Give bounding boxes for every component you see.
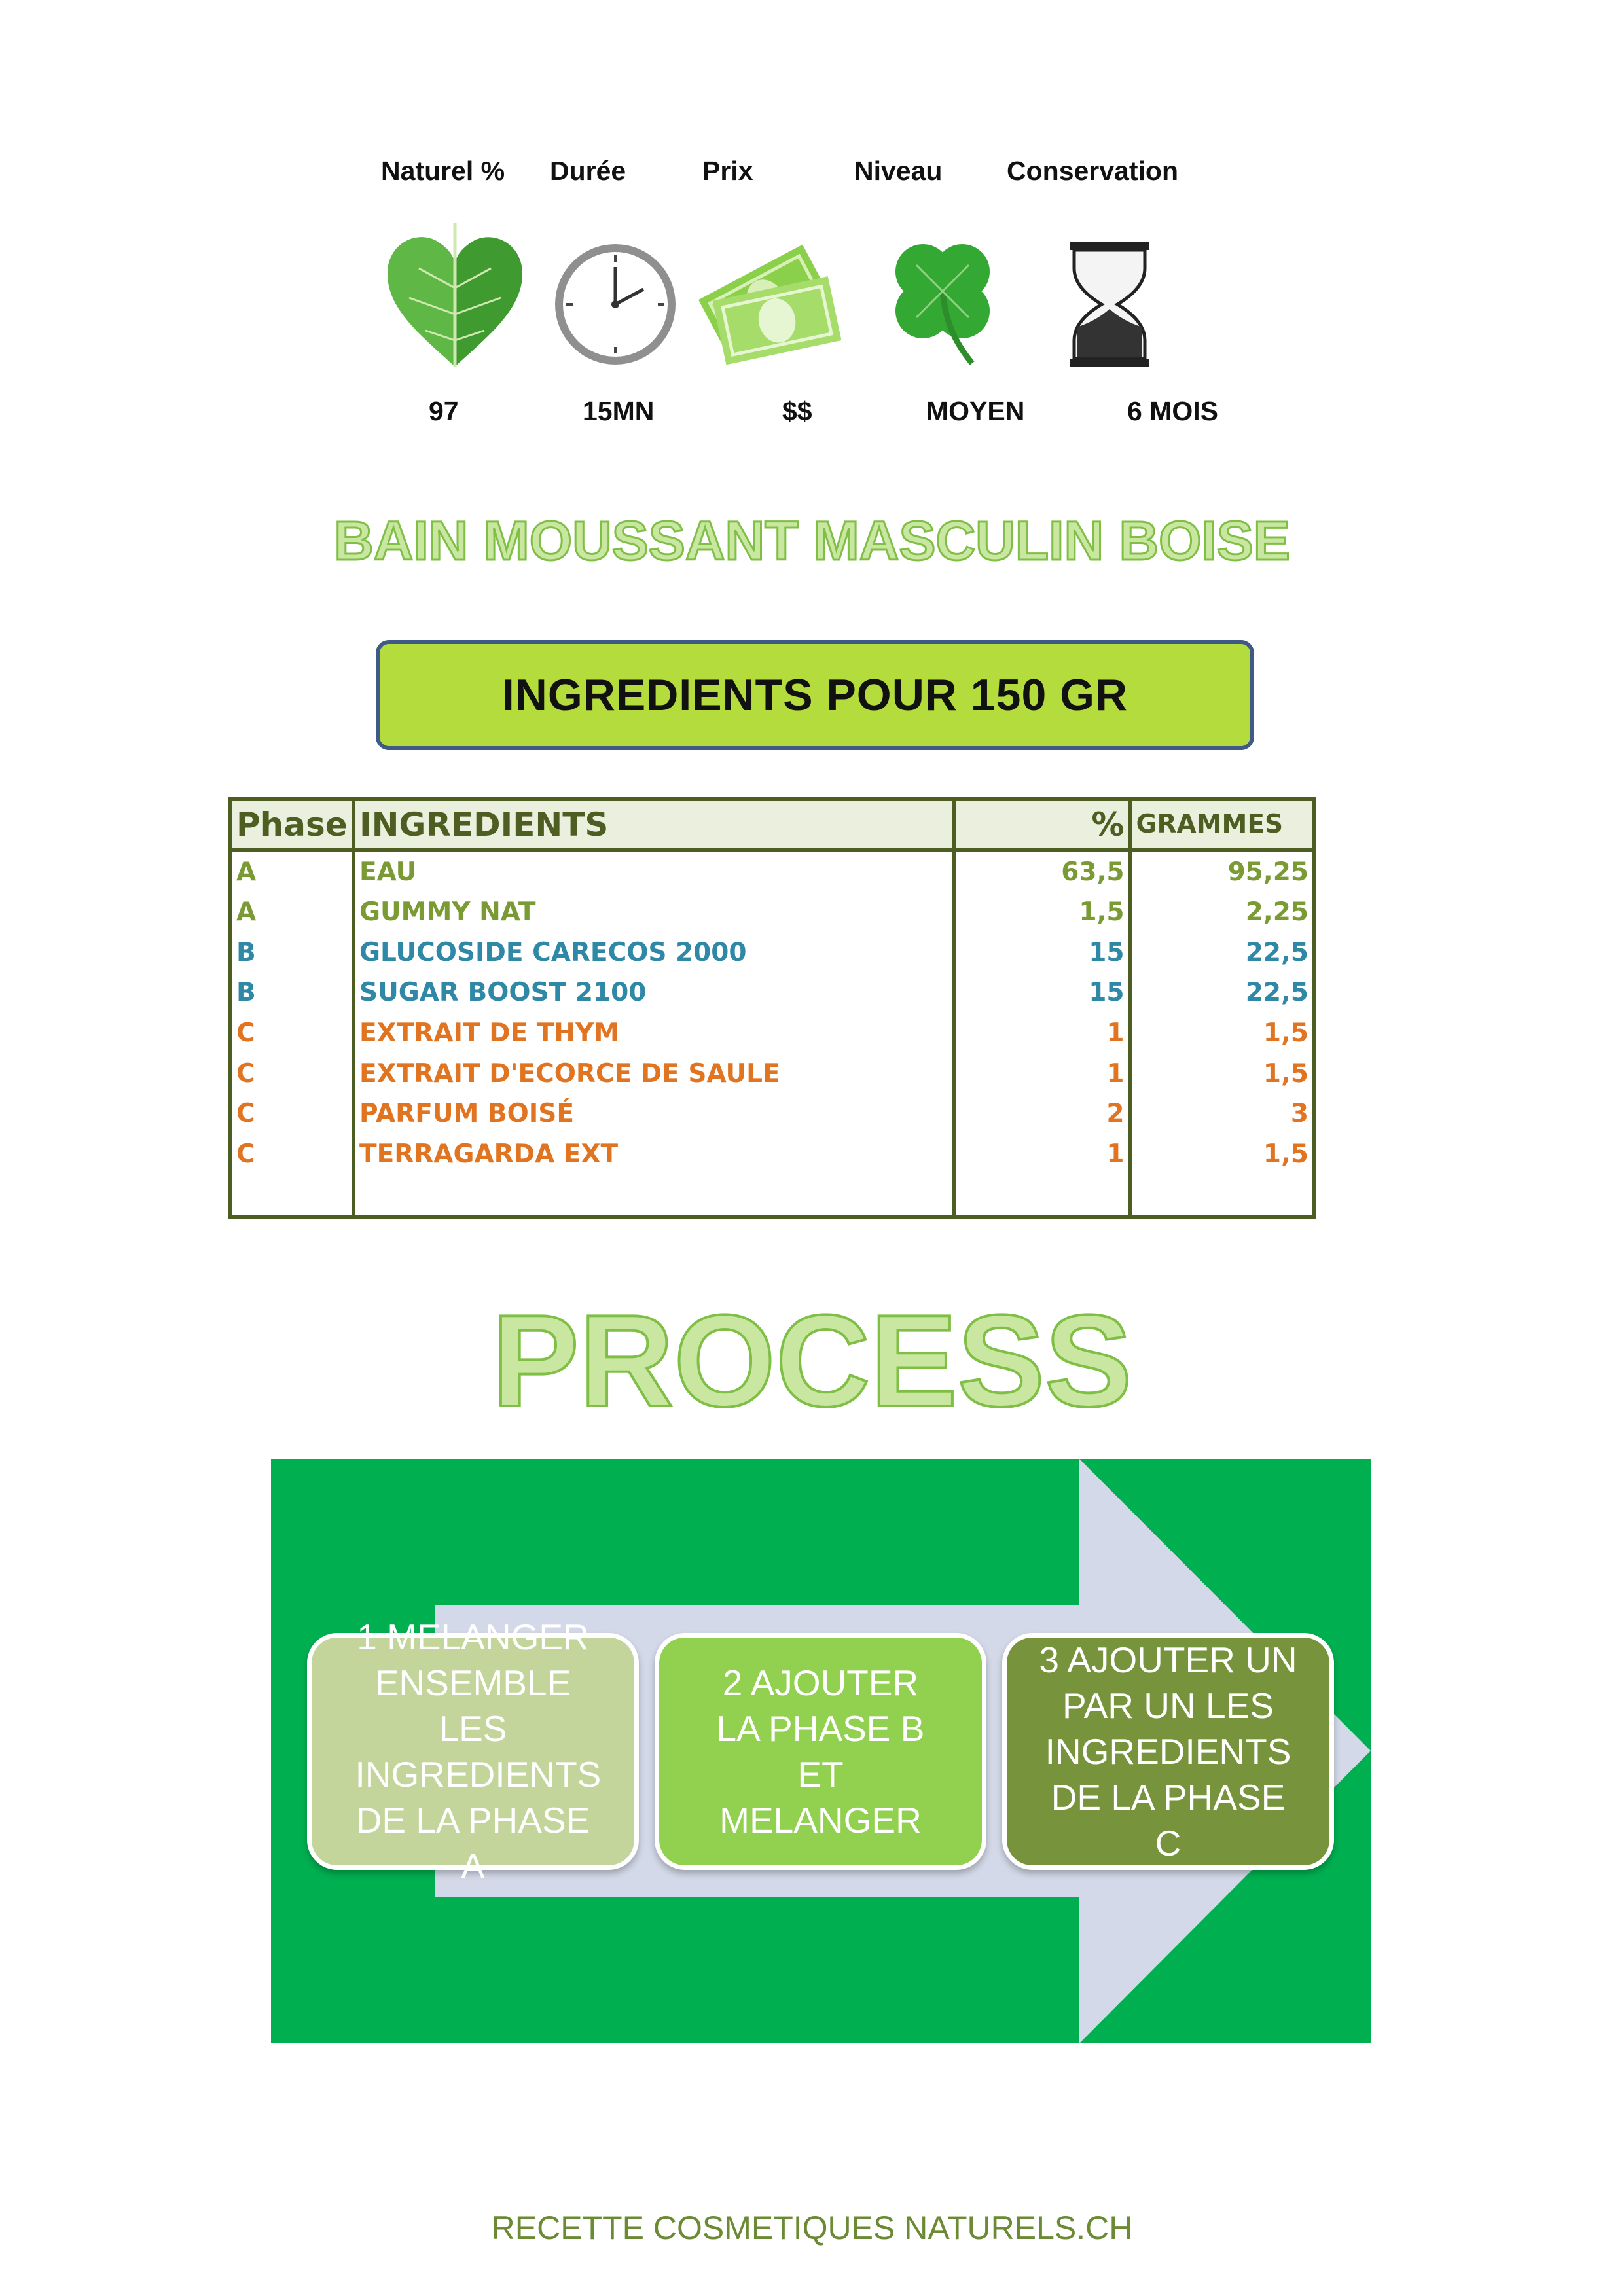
table-row [230,973,1314,1014]
clock-icon [540,216,691,373]
table-header-row [230,799,1314,850]
cell-grams: 95,25 [1130,850,1315,893]
cell-grams: 22,5 [1130,933,1315,973]
cell-ingredient: TERRAGARDA EXT [353,1134,954,1175]
value-prix: $$ [782,396,812,426]
cell-grams: 1,5 [1130,1134,1315,1175]
cell-ingredient: EXTRAIT DE THYM [353,1013,954,1054]
header-grammes: GRAMMES [1130,799,1315,850]
cell-phase: A [230,850,353,893]
cell-phase: C [230,1134,353,1175]
leaf-heart-icon [380,216,530,373]
process-step-3 [1002,1633,1334,1870]
table-row [230,1054,1314,1094]
value-naturel: 97 [429,396,459,426]
cell-grams: 2,25 [1130,893,1315,933]
cell-grams: 22,5 [1130,973,1315,1014]
recipe-title: BAIN MOUSSANT MASCULIN BOISE [334,510,1290,571]
cell-ingredient: EXTRAIT D'ECORCE DE SAULE [353,1054,954,1094]
cell-grams: 3 [1130,1094,1315,1134]
cell-percent: 1 [954,1013,1130,1054]
table-row [230,850,1314,893]
process-step-2-text: 2 AJOUTER LA PHASE B ET MELANGER [716,1662,925,1840]
cell-phase: B [230,933,353,973]
header-phase: Phase [230,799,353,850]
cell-phase: B [230,973,353,1014]
cell-phase: C [230,1054,353,1094]
money-icon [691,216,841,373]
process-step-1 [307,1617,639,1886]
cell-phase: A [230,893,353,933]
header-ingredients: INGREDIENTS [353,799,954,850]
table-row-empty [230,1174,1314,1217]
label-duree: Durée [550,156,626,186]
cell-phase: C [230,1094,353,1134]
cell-ingredient: PARFUM BOISÉ [353,1094,954,1134]
process-step-2 [655,1633,986,1870]
cell-percent: 1 [954,1054,1130,1094]
cell-ingredient: EAU [353,850,954,893]
cell-percent: 15 [954,933,1130,973]
label-niveau: Niveau [854,156,943,186]
label-prix: Prix [702,156,753,186]
cell-percent: 15 [954,973,1130,1014]
table-row [230,1013,1314,1054]
label-conservation: Conservation [1007,156,1178,186]
value-niveau: MOYEN [926,396,1025,426]
cell-ingredient: SUGAR BOOST 2100 [353,973,954,1014]
cell-percent: 63,5 [954,850,1130,893]
cell-grams: 1,5 [1130,1054,1315,1094]
table-row [230,1094,1314,1134]
ingredients-banner: INGREDIENTS POUR 150 GR [376,640,1254,750]
cell-ingredient: GLUCOSIDE CARECOS 2000 [353,933,954,973]
footer-text: RECETTE COSMETIQUES NATURELS.CH [491,2210,1133,2246]
cell-ingredient: GUMMY NAT [353,893,954,933]
cell-percent: 1,5 [954,893,1130,933]
ingredients-table [228,797,1316,1219]
header-percent: % [954,799,1130,850]
table-row [230,1134,1314,1175]
process-title: PROCESS [492,1288,1132,1434]
label-naturel: Naturel % [381,156,505,186]
hourglass-icon [1044,216,1195,373]
table-row [230,893,1314,933]
process-step-3-text: 3 AJOUTER UN PAR UN LES INGREDIENTS DE LA PHASE C [1039,1640,1297,1863]
process-step-1-text: 1 MELANGER ENSEMBLE LES INGREDIENTS DE LA PHASE A [355,1617,602,1886]
value-conservation: 6 MOIS [1127,396,1218,426]
table-row [230,933,1314,973]
value-duree: 15MN [583,396,655,426]
cell-percent: 1 [954,1134,1130,1175]
cell-grams: 1,5 [1130,1013,1315,1054]
cell-phase: C [230,1013,353,1054]
cell-percent: 2 [954,1094,1130,1134]
clover-icon [867,216,1018,373]
